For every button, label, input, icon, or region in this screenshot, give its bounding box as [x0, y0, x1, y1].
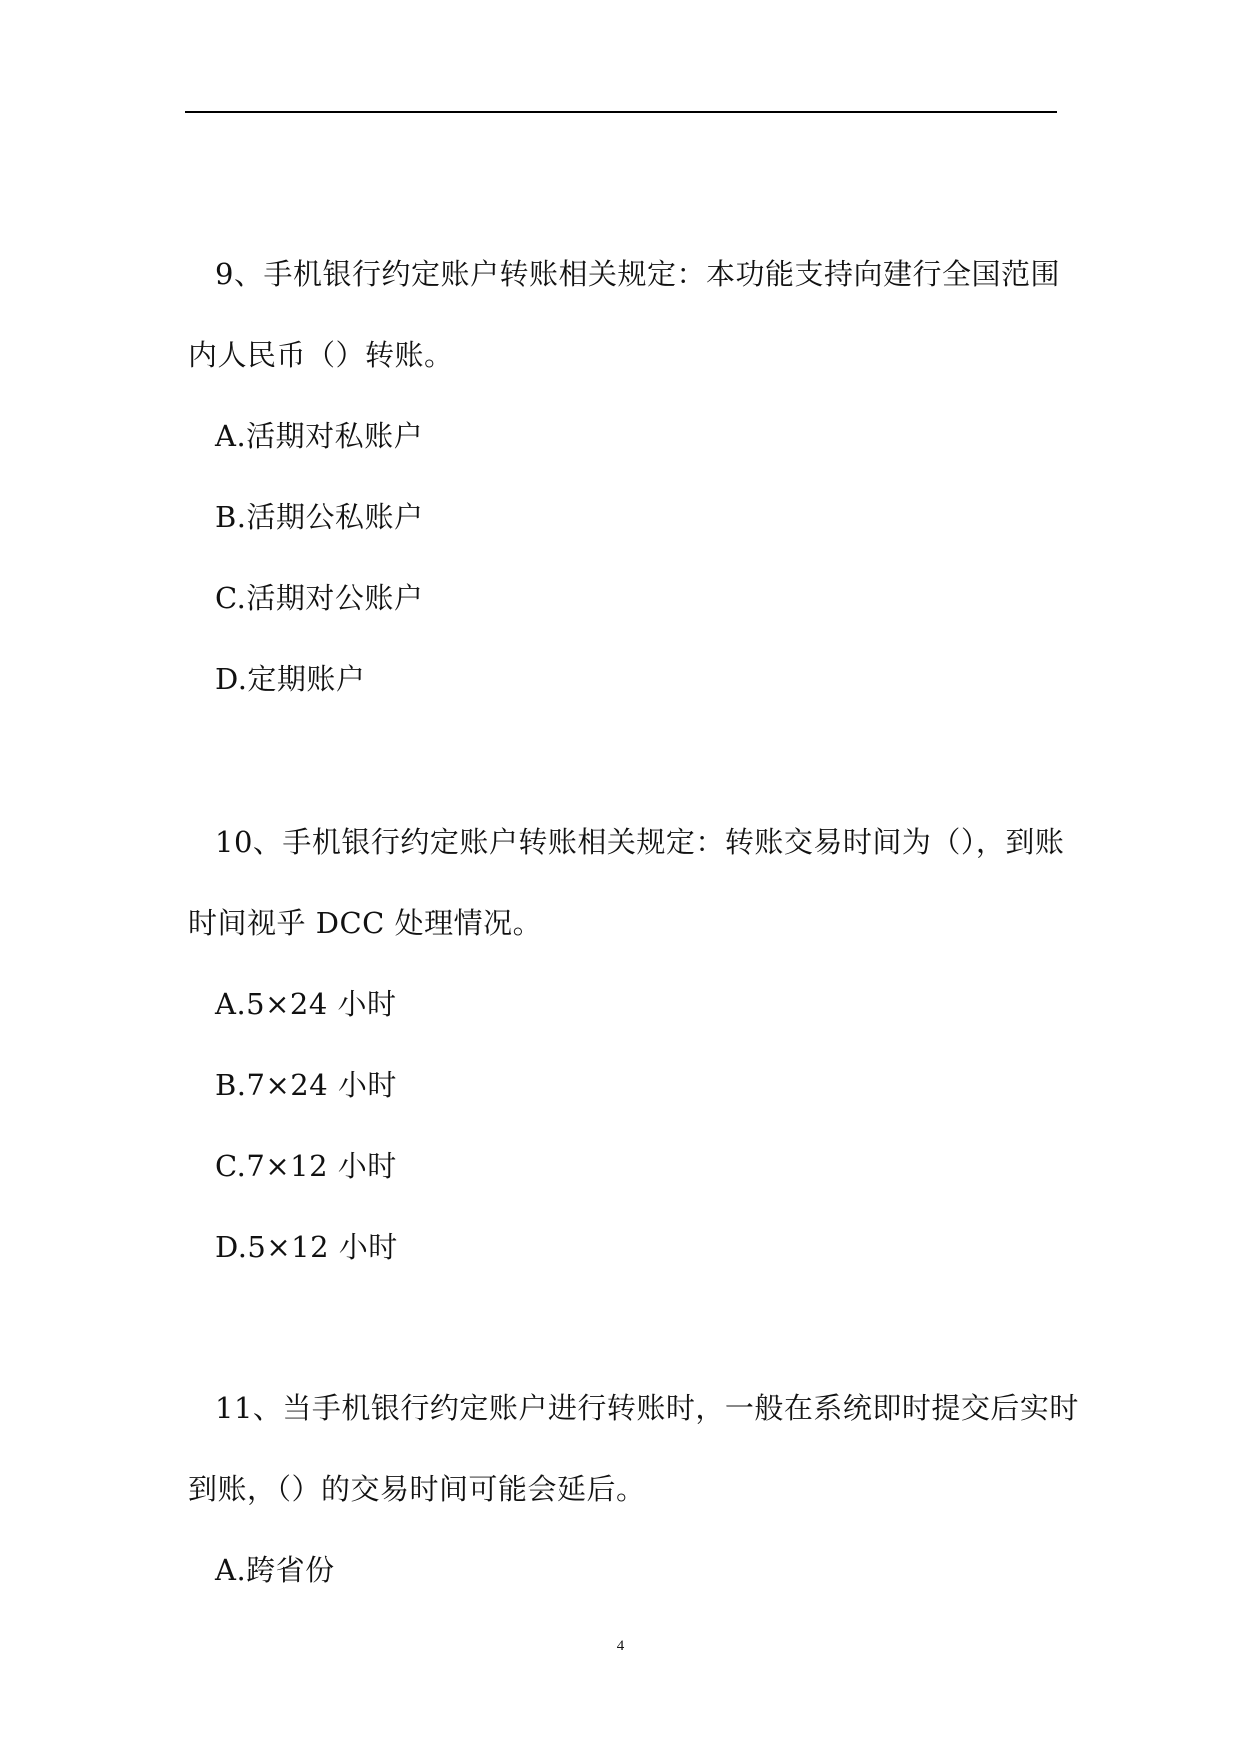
question-9-stem-line1: 9、手机银行约定账户转账相关规定：本功能支持向建行全国范围	[215, 257, 1060, 291]
question-11-option-a: A.跨省份	[215, 1553, 335, 1587]
question-10-option-d: D.5×12 小时	[215, 1230, 398, 1264]
question-9-option-d: D.定期账户	[215, 662, 366, 696]
question-10-stem-line2: 时间视乎 DCC 处理情况。	[188, 906, 543, 940]
header-rule	[185, 111, 1057, 113]
page-number: 4	[616, 1638, 625, 1654]
question-9-option-a: A.活期对私账户	[215, 419, 424, 453]
question-10-option-a: A.5×24 小时	[215, 987, 397, 1021]
question-9-option-b: B.活期公私账户	[215, 500, 424, 534]
question-11-stem-line2: 到账，（）的交易时间可能会延后。	[188, 1472, 646, 1506]
question-10-stem-line1: 10、手机银行约定账户转账相关规定：转账交易时间为（），到账	[215, 825, 1065, 859]
question-10-option-c: C.7×12 小时	[215, 1149, 397, 1183]
question-10-option-b: B.7×24 小时	[215, 1068, 397, 1102]
question-9-option-c: C.活期对公账户	[215, 581, 424, 615]
question-11-stem-line1: 11、当手机银行约定账户进行转账时，一般在系统即时提交后实时	[215, 1391, 1079, 1425]
question-9-stem-line2: 内人民币（）转账。	[188, 338, 454, 372]
